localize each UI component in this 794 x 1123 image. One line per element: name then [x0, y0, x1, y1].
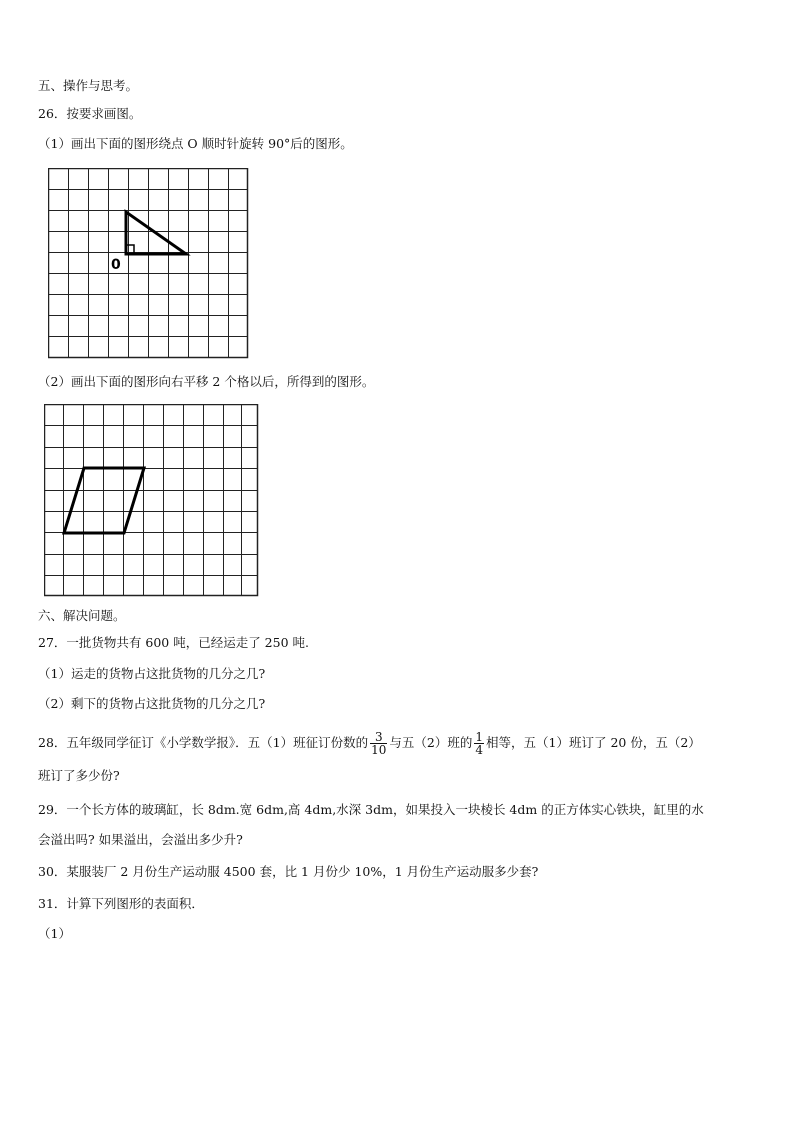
q27-part2: （2）剩下的货物占这批货物的几分之几?: [38, 696, 266, 711]
fraction-one-quarter: [474, 731, 484, 756]
q31-part1: （1）: [38, 926, 71, 941]
q30: 30．某服装厂 2 月份生产运动服 4500 套，比 1 月份少 10%，1 月份生产运动服多少套?: [38, 864, 539, 879]
fraction-numerator: 1: [475, 730, 484, 744]
q29-line2: 会溢出吗? 如果溢出，会溢出多少升?: [38, 832, 243, 847]
rotation-grid: [48, 168, 250, 360]
fraction-denominator: 4: [475, 743, 484, 757]
q27-part1: （1）运走的货物占这批货物的几分之几?: [38, 666, 266, 681]
fraction-denominator: 10: [371, 743, 387, 757]
q28-text-c: 相等，五（1）班订了 20 份，五（2）: [486, 735, 701, 750]
translation-grid: [44, 404, 260, 598]
q31-title: 31．计算下列图形的表面积．: [38, 896, 204, 911]
section5-title: 五、操作与思考。: [38, 78, 139, 93]
fraction-three-tenths: [370, 731, 387, 756]
q27-title: 27．一批货物共有 600 吨，已经运走了 250 吨.: [38, 635, 309, 650]
right-triangle: [126, 212, 186, 254]
fraction-numerator: 3: [370, 731, 387, 744]
q29-line1: 29．一个长方体的玻璃缸，长 8dm.宽 6dm,高 4dm,水深 3dm，如果投入一块棱长 4dm 的正方体实心铁块，缸里的水: [38, 802, 704, 817]
q26-part1: （1）画出下面的图形绕点 O 顺时针旋转 90°后的图形。: [38, 136, 353, 151]
q28-line1: [38, 728, 701, 758]
q28-line2: 班订了多少份?: [38, 768, 120, 783]
q28-text-a: 28．五年级同学征订《小学数学报》．五（1）班征订份数的: [38, 735, 369, 750]
q28-text-b: 与五（2）班的: [389, 735, 473, 750]
point-o-label: 0: [111, 257, 121, 273]
q26-title: 26．按要求画图。: [38, 106, 142, 121]
q26-part2: （2）画出下面的图形向右平移 2 个格以后，所得到的图形。: [38, 374, 375, 389]
section6-title: 六、解决问题。: [38, 608, 126, 623]
